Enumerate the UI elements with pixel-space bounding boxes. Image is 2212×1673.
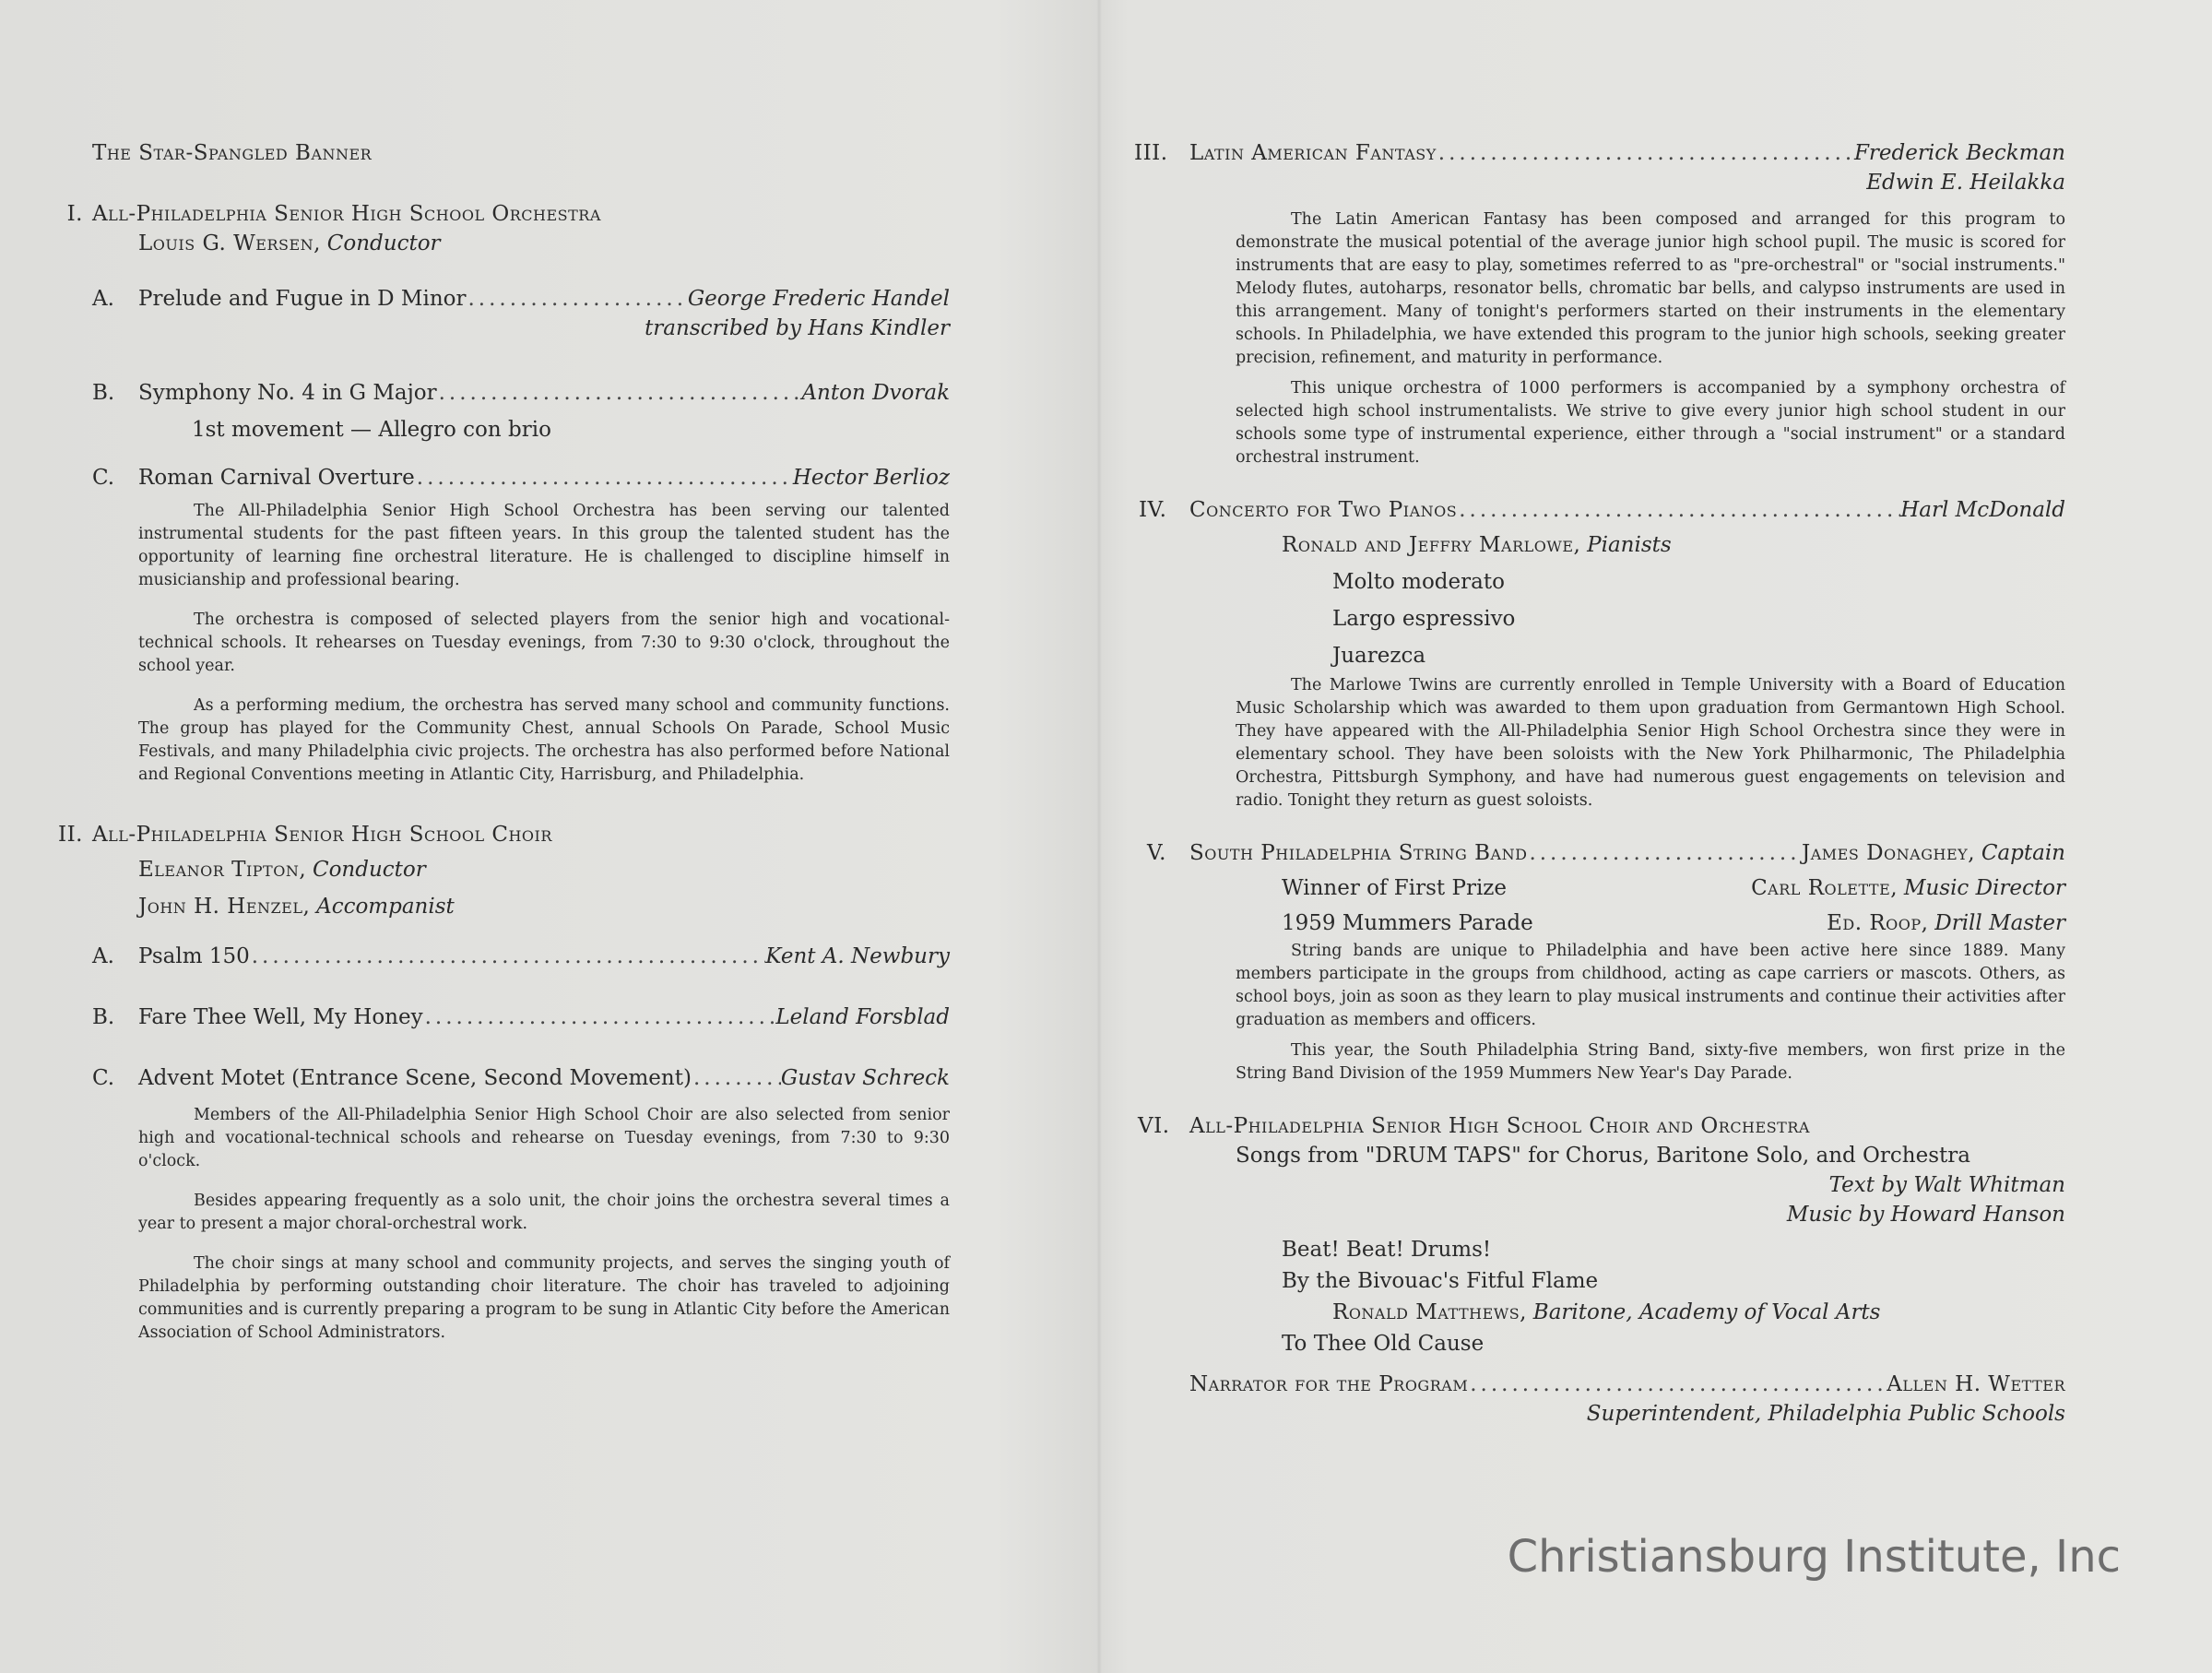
conductor-role: Conductor bbox=[312, 858, 426, 882]
band-row-1 bbox=[1189, 873, 2065, 903]
soloist: Ronald Matthews, Baritone, Academy of Vocal Arts bbox=[1332, 1300, 1881, 1324]
item-title: Roman Carnival Overture bbox=[138, 466, 415, 490]
section-4-composer: Harl McDonald bbox=[1900, 498, 2065, 522]
movement-1: Molto moderato bbox=[1332, 570, 1505, 594]
section-5-notes bbox=[1189, 940, 2065, 1086]
performers-role: Pianists bbox=[1587, 533, 1672, 557]
program-item bbox=[92, 942, 950, 971]
item-composer: Gustav Schreck bbox=[780, 1066, 950, 1090]
section-5-numeral: V. bbox=[1147, 841, 1166, 865]
section-4-title: Concerto for Two Pianos bbox=[1189, 498, 1458, 522]
leader-dots bbox=[1527, 838, 1802, 868]
section-3-arranger: Edwin E. Heilakka bbox=[1866, 171, 2065, 195]
note-paragraph: The choir sings at many school and community projects, and serves the singing youth of Philadelphia by performing outstanding choir literature. The choir has traveled to adjoining communities and is currently preparing a program to be sung in Atlantic City before the American Association of School Administrators. bbox=[138, 1254, 950, 1342]
item-composer: George Frederic Handel bbox=[687, 287, 950, 311]
band-drill-master: Ed. Roop, Drill Master bbox=[1827, 911, 2065, 935]
narrator-line bbox=[1189, 1370, 2065, 1399]
section-2-notes bbox=[92, 1104, 950, 1345]
center-fold bbox=[1096, 0, 1102, 1673]
movement-3: Juarezca bbox=[1332, 644, 1426, 668]
song-1: Beat! Beat! Drums! bbox=[1282, 1238, 1492, 1262]
band-award: Winner of First Prize bbox=[1282, 876, 1508, 900]
section-4-heading bbox=[1139, 495, 2065, 525]
item-letter: B. bbox=[92, 1005, 115, 1029]
conductor-role: Conductor bbox=[326, 231, 441, 255]
note-paragraph: This year, the South Philadelphia String Band, sixty-five members, won first prize in the String Band Division of the 1959 Mummers New Year's Day Parade. bbox=[1236, 1041, 2065, 1083]
narrator-name: Allen H. Wetter bbox=[1887, 1372, 2065, 1396]
soloist-role: Baritone, Academy of Vocal Arts bbox=[1532, 1300, 1881, 1324]
section-3-numeral: III. bbox=[1134, 141, 1168, 165]
section-3-notes bbox=[1189, 208, 2065, 469]
section-4-notes bbox=[1189, 674, 2065, 813]
movement-2: Largo espressivo bbox=[1332, 607, 1516, 631]
section-4-performers: Ronald and Jeffry Marlowe, Pianists bbox=[1282, 533, 1672, 557]
section-6-heading bbox=[1138, 1111, 2065, 1141]
section-3-composer: Frederick Beckman bbox=[1853, 141, 2065, 165]
band-row-2 bbox=[1189, 908, 2065, 938]
section-5-heading bbox=[1147, 838, 2065, 868]
leader-dots bbox=[1437, 138, 1854, 168]
band-director: Carl Rolette, Music Director bbox=[1751, 876, 2065, 900]
item-title: Symphony No. 4 in G Major bbox=[138, 381, 437, 405]
item-movement: 1st movement — Allegro con brio bbox=[192, 418, 551, 442]
item-composer: Leland Forsblad bbox=[775, 1005, 950, 1029]
left-page bbox=[58, 138, 950, 1361]
section-5-title: South Philadelphia String Band bbox=[1189, 841, 1528, 865]
leader-dots bbox=[423, 1003, 776, 1032]
program-item bbox=[92, 284, 950, 314]
conductor-name: Louis G. Wersen bbox=[138, 231, 314, 255]
item-title: Fare Thee Well, My Honey bbox=[138, 1005, 423, 1029]
section-2-numeral: II. bbox=[58, 823, 83, 847]
leader-dots bbox=[250, 942, 766, 971]
section-1-numeral: I. bbox=[66, 202, 83, 226]
band-event: 1959 Mummers Parade bbox=[1282, 911, 1533, 935]
leader-dots bbox=[437, 378, 802, 408]
section-5-leader: James Donaghey, Captain bbox=[1802, 841, 2065, 865]
note-paragraph: The Marlowe Twins are currently enrolled in Temple University with a Board of Education Music Scholarship which was awarded to them upon graduation from Germantown High School. They have appeared with the All-Philadelphia Senior High School Orchestra since they were in elementary school. They have been soloists with the New York Philharmonic, The Philadelphia Orchestra, Pittsburgh Symphony, and have had numerous guest engagements on television and radio. Tonight they return as guest soloists. bbox=[1236, 676, 2065, 810]
leader-dots bbox=[415, 463, 793, 492]
section-1-heading bbox=[66, 199, 950, 229]
item-title: Prelude and Fugue in D Minor bbox=[138, 287, 467, 311]
right-page bbox=[1134, 138, 2065, 1429]
item-letter: A. bbox=[92, 287, 114, 311]
performers-name: Ronald and Jeffry Marlowe bbox=[1282, 533, 1574, 557]
item-letter: A. bbox=[92, 944, 114, 968]
note-paragraph: As a performing medium, the orchestra has served many school and community functions. The group has played for the Community Chest, annual Schools On Parade, School Music Festivals, and many Philadelphia civic projects. The orchestra has also performed before National and Regional Conventions meeting in Atlantic City, Harrisburg, and Philadelphia. bbox=[138, 696, 950, 784]
song-2: By the Bivouac's Fitful Flame bbox=[1282, 1269, 1599, 1293]
section-3-title: Latin American Fantasy bbox=[1189, 141, 1437, 165]
director-role: Music Director bbox=[1903, 876, 2065, 900]
leader-role: Captain bbox=[1981, 841, 2065, 865]
note-paragraph: String bands are unique to Philadelphia and have been active here since 1889. Many members participate in the groups from childhood, acting as cape carriers or mascots. Others, as school boys, join as soon as they learn to play musical instruments and continue their activities after graduation as members and officers. bbox=[1236, 942, 2065, 1029]
section-2-title: All-Philadelphia Senior High School Choir bbox=[92, 823, 552, 847]
leader-dots bbox=[466, 284, 687, 314]
leader-dots bbox=[692, 1063, 781, 1093]
section-6-title: All-Philadelphia Senior High School Choir and Orchestra bbox=[1189, 1114, 1810, 1138]
section-2-conductor: Eleanor Tipton, Conductor bbox=[138, 858, 426, 882]
note-paragraph: Members of the All-Philadelphia Senior High School Choir are also selected from senior high and vocational-technical schools and rehearse on Tuesday evenings, from 7:30 to 9:30 o'clock. bbox=[138, 1106, 950, 1170]
item-note: transcribed by Hans Kindler bbox=[645, 316, 950, 340]
item-letter: C. bbox=[92, 1066, 115, 1090]
item-title: Advent Motet (Entrance Scene, Second Movement) bbox=[138, 1066, 692, 1090]
section-6-subtitle: Songs from "DRUM TAPS" for Chorus, Baritone Solo, and Orchestra bbox=[1236, 1144, 1970, 1168]
accompanist-name: John H. Henzel bbox=[138, 895, 303, 919]
program-item bbox=[92, 463, 950, 492]
drill-master-role: Drill Master bbox=[1934, 911, 2065, 935]
item-composer: Anton Dvorak bbox=[801, 381, 950, 405]
leader-dots bbox=[1468, 1370, 1887, 1399]
section-2-accompanist: John H. Henzel, Accompanist bbox=[138, 895, 455, 919]
text-credit: Text by Walt Whitman bbox=[1828, 1173, 2065, 1197]
soloist-name: Ronald Matthews bbox=[1332, 1300, 1520, 1324]
narrator-label: Narrator for the Program bbox=[1189, 1372, 1469, 1396]
note-paragraph: This unique orchestra of 1000 performers is accompanied by a symphony orchestra of selected high school instrumentalists. We strive to give every junior high school student in our schools some type of instrumental experience, either through a "social instrument" or a standard orchestral instrument. bbox=[1236, 379, 2065, 467]
item-composer: Hector Berlioz bbox=[792, 466, 950, 490]
narrator-title: Superintendent, Philadelphia Public Schools bbox=[1586, 1402, 2065, 1426]
item-letter: C. bbox=[92, 466, 115, 490]
leader-name: James Donaghey bbox=[1802, 841, 1969, 865]
section-6-numeral: VI. bbox=[1138, 1114, 1170, 1138]
anthem-title: The Star-Spangled Banner bbox=[92, 141, 373, 165]
watermark-text: Christiansburg Institute, Inc bbox=[1507, 1531, 2121, 1583]
drill-master-name: Ed. Roop bbox=[1827, 911, 1922, 935]
conductor-name: Eleanor Tipton bbox=[138, 858, 300, 882]
section-2-heading bbox=[58, 820, 950, 849]
accompanist-role: Accompanist bbox=[316, 895, 455, 919]
note-paragraph: Besides appearing frequently as a solo unit, the choir joins the orchestra several times a year to present a major choral-orchestral work. bbox=[138, 1192, 950, 1233]
song-3: To Thee Old Cause bbox=[1282, 1332, 1485, 1356]
note-paragraph: The Latin American Fantasy has been composed and arranged for this program to demonstrate the musical potential of the average junior high school pupil. The music is scored for instruments that are easy to play, sometimes referred to as "pre-orchestral" or "social instruments." Melody flutes, autoharps, resonator bells, chromatic bar bells, and calypso instruments are used in this arrangement. Many of tonight's performers started on their instruments in the elementary schools. In Philadelphia, we have extended this program to the junior high schools, seeking greater precision, refinement, and maturity in performance. bbox=[1236, 210, 2065, 367]
director-name: Carl Rolette bbox=[1751, 876, 1891, 900]
leader-dots bbox=[1457, 495, 1900, 525]
program-item bbox=[92, 378, 950, 408]
note-paragraph: The orchestra is composed of selected players from the senior high and vocational-technical schools. It rehearses on Tuesday evenings, from 7:30 to 9:30 o'clock, throughout the school year. bbox=[138, 611, 950, 675]
program-item bbox=[92, 1063, 950, 1093]
note-paragraph: The All-Philadelphia Senior High School Orchestra has been serving our talented instrumental students for the past fifteen years. In this group the talented student has the opportunity of learning fine orchestral literature. He is challenged to discipline himself in musicianship and professional bearing. bbox=[138, 502, 950, 589]
program-item bbox=[92, 1003, 950, 1032]
section-1-conductor: Louis G. Wersen, Conductor bbox=[138, 231, 441, 255]
item-letter: B. bbox=[92, 381, 115, 405]
section-1-notes bbox=[92, 500, 950, 787]
item-composer: Kent A. Newbury bbox=[765, 944, 950, 968]
item-title: Psalm 150 bbox=[138, 944, 250, 968]
section-3-heading bbox=[1134, 138, 2065, 168]
section-1-title: All-Philadelphia Senior High School Orchestra bbox=[92, 202, 601, 226]
music-credit: Music by Howard Hanson bbox=[1786, 1203, 2065, 1227]
section-4-numeral: IV. bbox=[1139, 498, 1167, 522]
